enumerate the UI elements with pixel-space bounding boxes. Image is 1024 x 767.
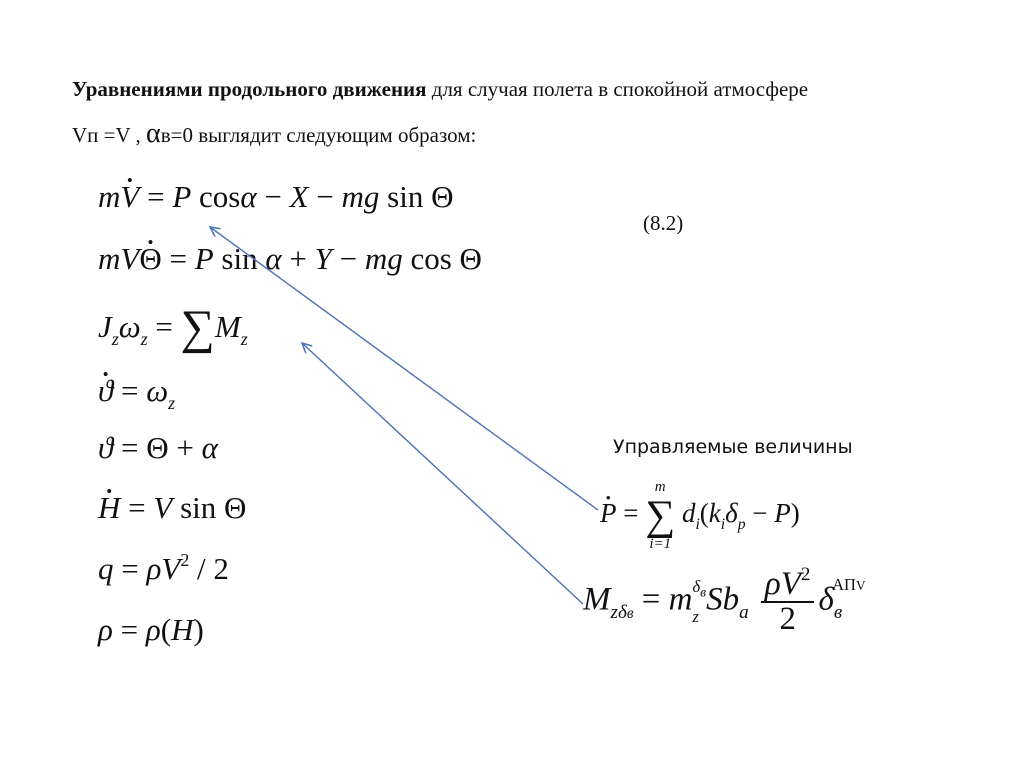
equation-6: • H = V sin Θ	[98, 492, 246, 523]
intro-line2-a: Vп =V ,	[72, 123, 147, 147]
ap-superscript: АП	[832, 574, 856, 594]
equation-8: ρ = ρ(H)	[98, 612, 204, 647]
equation-7: $q = \rho V^2 / 2$	[98, 549, 229, 586]
equation-number: (8.2)	[643, 211, 684, 235]
equation-3: $J_z\omega_z = \sum M_z$	[98, 301, 248, 354]
equation-4: • $ϑ = \omega_z$	[98, 375, 175, 406]
intro-bold-text: Уравнениями продольного движения	[72, 77, 427, 101]
arrow-to-equation-2	[210, 227, 598, 510]
equation-2: mV• Θ = P sin α + Y − mg cos Θ	[98, 243, 482, 274]
sum-operator: m ∑ i=1	[645, 479, 676, 552]
sum-upper-limit: m	[654, 479, 666, 495]
equation-1: m• V = P cosα − X − mg sin Θ	[98, 181, 453, 212]
intro-alpha: α	[146, 118, 161, 149]
arrow-to-equation-3	[302, 343, 583, 604]
control-formula-1: • P = m ∑ i=1 $d_i(k_i\delta_p - P)$	[600, 480, 800, 552]
controls-title: Управляемые величины	[613, 436, 853, 458]
intro-line2-b: в=0 выглядит следующим образом:	[160, 123, 477, 147]
fraction-rho-v2: $\frac{\rho V^2}{2}$	[761, 568, 815, 636]
ap-subscript: V	[855, 577, 866, 593]
control-formula-2: $M_{z\delta в} = m$ $\delta_в$ z $Sb_a$ $\frac{\rho V^2}{2}$ $\delta_в^{АПV}$	[583, 563, 866, 637]
equation-5: ϑ = Θ + α	[98, 430, 218, 465]
sum-lower-limit: i=1	[649, 536, 672, 552]
intro-rest-text: для случая полета в спокойной атмосфере	[426, 77, 809, 101]
